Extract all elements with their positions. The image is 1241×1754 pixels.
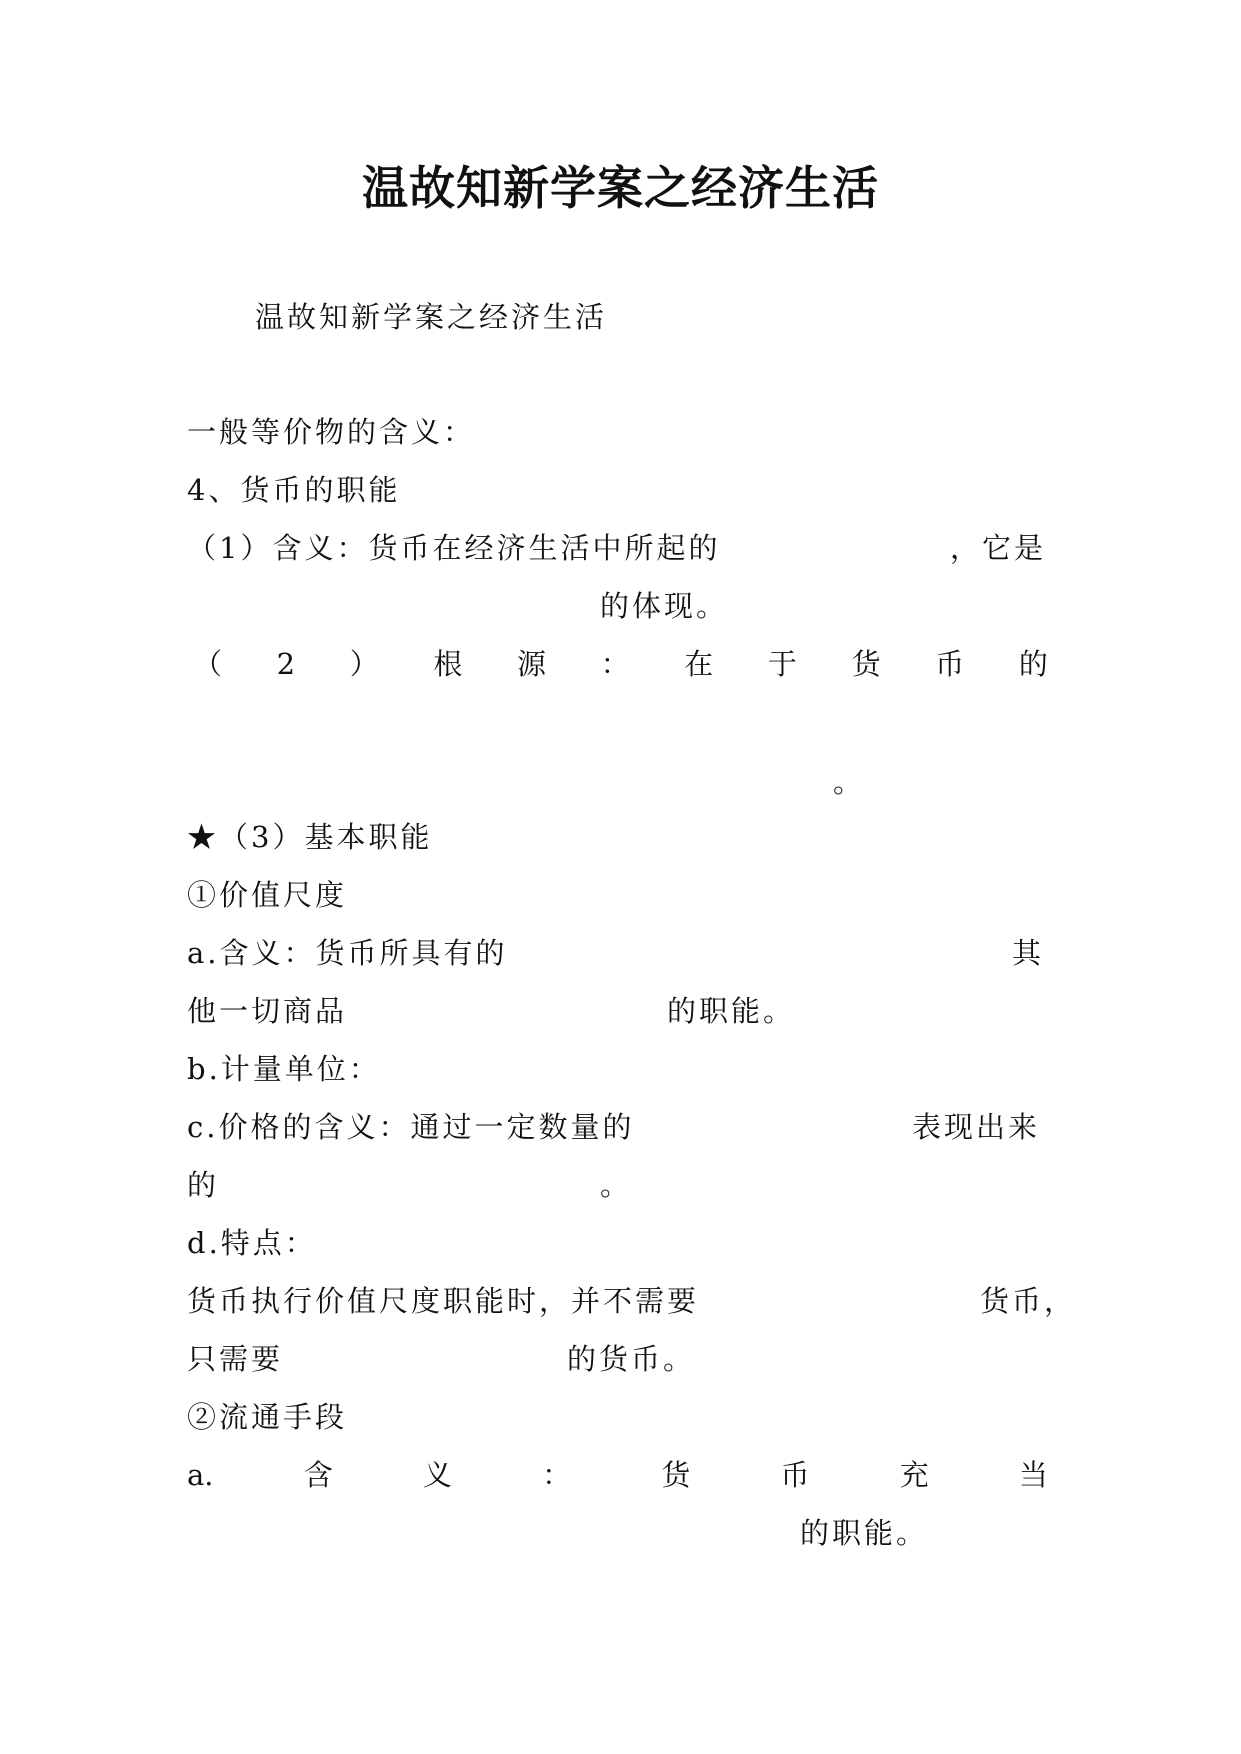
text-line: 4、货币的职能 <box>187 473 401 507</box>
text-char: 2 <box>276 647 296 681</box>
text-line: 货币， <box>980 1284 1077 1318</box>
text-line: 的体现。 <box>600 589 729 623</box>
text-line: 其 <box>1012 936 1045 970</box>
text-line: 表现出来 <box>912 1110 1041 1144</box>
text-line: 他一切商品 <box>187 994 348 1028</box>
text-line: 的职能。 <box>667 994 796 1028</box>
text-line: ②流通手段 <box>187 1400 348 1434</box>
text-char: 含 <box>303 1458 333 1492</box>
spread-text-line <box>193 644 1048 684</box>
text-char: a. <box>187 1458 214 1492</box>
text-char: 货 <box>851 647 881 681</box>
text-line: 一般等价物的含义： <box>187 415 476 449</box>
section-heading: ★（3）基本职能 <box>187 820 433 854</box>
text-line: a.含义：货币所具有的 <box>187 936 508 970</box>
text-char: 义 <box>422 1458 452 1492</box>
text-char: 当 <box>1018 1458 1048 1492</box>
text-line: 的货币。 <box>567 1342 696 1376</box>
text-char: 货 <box>661 1458 691 1492</box>
text-line: 货币执行价值尺度职能时，并不需要 <box>187 1284 700 1318</box>
text-char: 在 <box>684 647 714 681</box>
text-line: c.价格的含义：通过一定数量的 <box>187 1110 635 1144</box>
text-char: 源 <box>517 647 547 681</box>
text-char: 的 <box>1018 647 1048 681</box>
text-line: ，它是 <box>950 531 1047 565</box>
text-char: 币 <box>780 1458 810 1492</box>
text-char: 币 <box>935 647 965 681</box>
text-line: 只需要 <box>187 1342 284 1376</box>
document-title: 温故知新学案之经济生活 <box>362 161 879 215</box>
text-char: ： <box>542 1458 572 1492</box>
text-line: 的 <box>187 1168 220 1202</box>
text-char: ） <box>349 647 379 681</box>
spread-text-line <box>187 1455 1048 1495</box>
text-line: （1）含义：货币在经济生活中所起的 <box>187 531 721 565</box>
text-line: ①价值尺度 <box>187 878 348 912</box>
text-line: 。 <box>833 765 866 799</box>
text-line: b.计量单位： <box>187 1052 381 1086</box>
text-char: 充 <box>899 1458 929 1492</box>
text-char: 于 <box>767 647 797 681</box>
text-char: ： <box>600 647 630 681</box>
text-line: 。 <box>600 1168 633 1202</box>
text-line: d.特点： <box>187 1226 317 1260</box>
text-char: （ <box>193 647 223 681</box>
text-char: 根 <box>433 647 463 681</box>
document-subtitle: 温故知新学案之经济生活 <box>255 300 608 334</box>
text-line: 的职能。 <box>800 1516 929 1550</box>
